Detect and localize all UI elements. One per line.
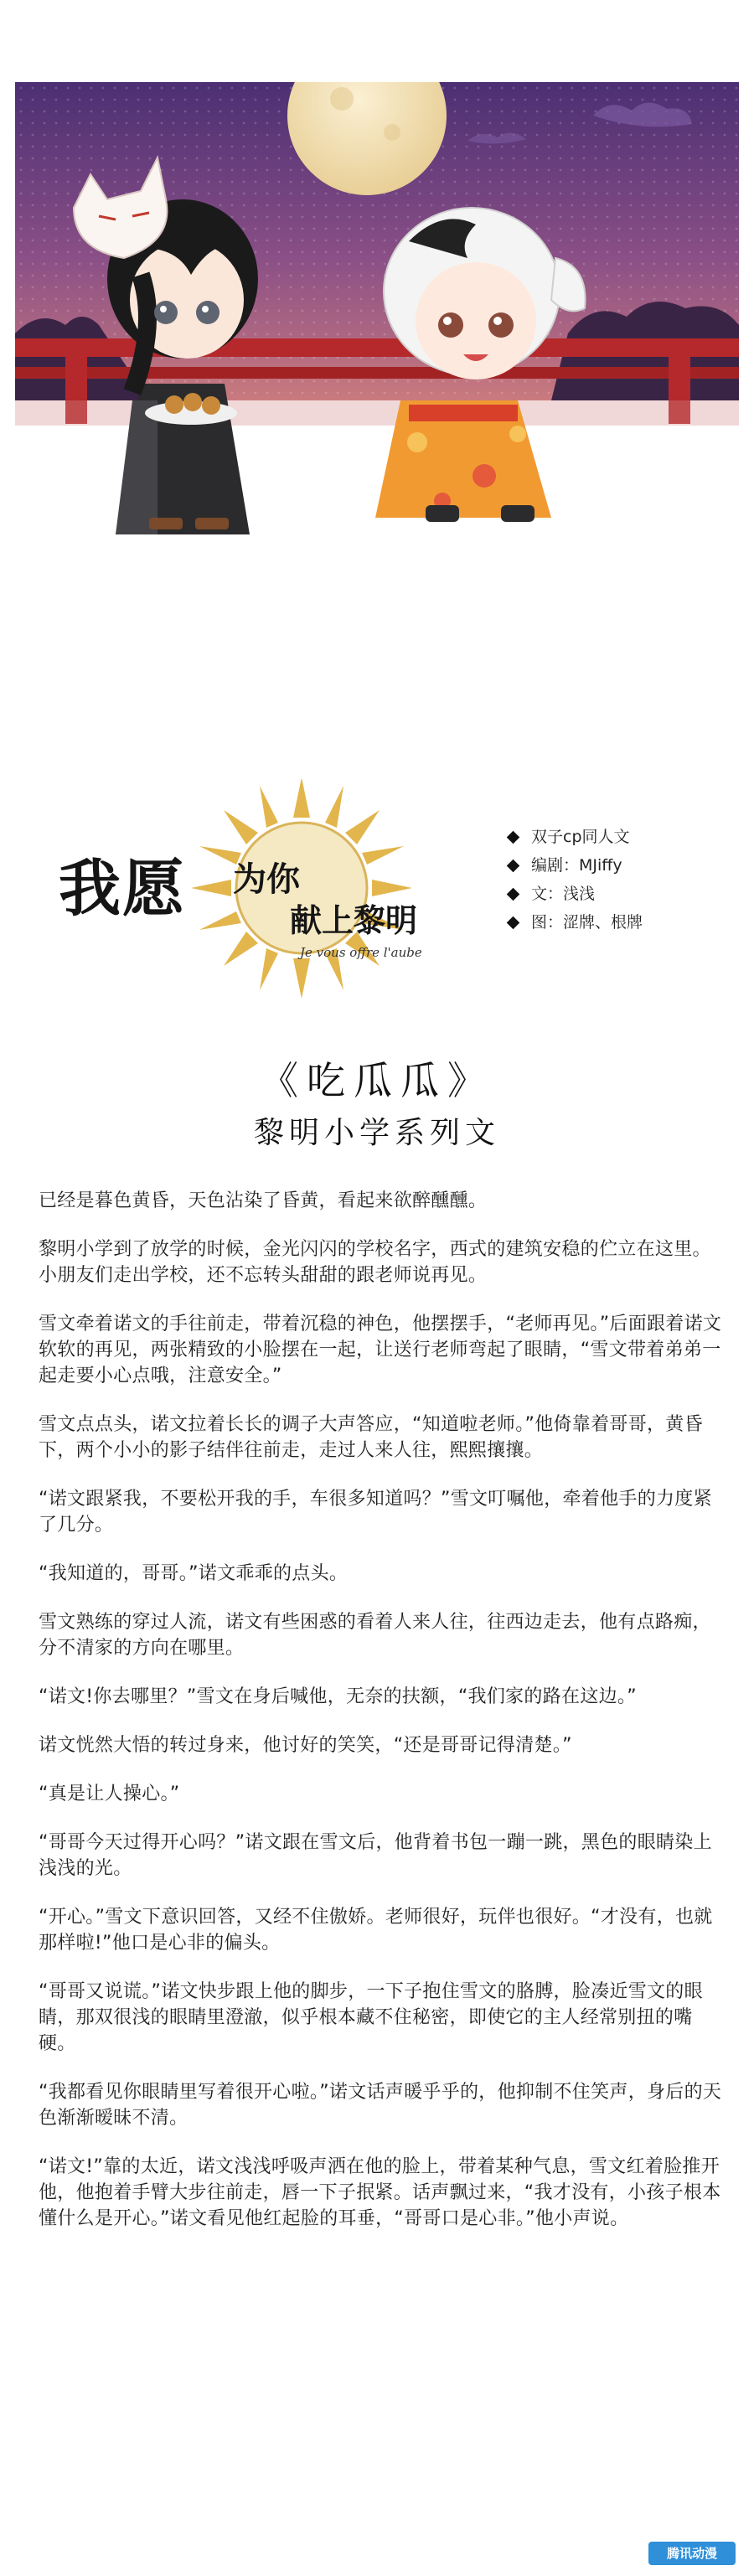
logo-sub-text: 为你 xyxy=(233,860,300,899)
chapter-title: 《吃瓜瓜》 xyxy=(260,1058,494,1103)
cover-illustration xyxy=(15,82,739,556)
story-paragraph: “诺文!”靠的太近，诺文浅浅呼吸声洒在他的脸上，带着某种气息，雪文红着脸推开他，他抱着手臂大步往前走，唇一下子抿紧。话声飘过来，“我才没有，小孩子根本懂什么是开心。”诺文看见他红起脸的耳垂，“哥哥口是心非。”他小声说。 xyxy=(39,2156,721,2229)
logo xyxy=(42,779,436,1014)
title-banner xyxy=(42,779,729,1014)
diamond-bullet-icon xyxy=(507,859,520,872)
credit-item: 编剧：MJiffy xyxy=(507,851,643,880)
chapter-heading xyxy=(0,1054,754,1156)
story-paragraph: 雪文点点头，诺文拉着长长的调子大声答应，“知道啦老师。”他倚靠着哥哥，黄昏下，两个小小的影子结伴往前走，走过人来人往，熙熙攘攘。 xyxy=(39,1414,703,1461)
story-paragraph: “诺文!你去哪里？”雪文在身后喊他，无奈的扶额，“我们家的路在这边。” xyxy=(39,1686,637,1707)
story-paragraph: “真是让人操心。” xyxy=(39,1784,180,1804)
story-paragraph: “开心。”雪文下意识回答，又经不住傲娇。老师很好，玩伴也很好。“才没有，也就那样啦!”他口是心非的偏头。 xyxy=(39,1907,713,1954)
story-paragraph: “哥哥今天过得开心吗？”诺文跟在雪文后，他背着书包一蹦一跳，黑色的眼睛染上浅浅的光。 xyxy=(39,1832,712,1879)
story-paragraph: “诺文跟紧我，不要松开我的手，车很多知道吗？”雪文叮嘱他，牵着他手的力度紧了几分。 xyxy=(39,1489,712,1536)
story-paragraph: 雪文熟练的穿过人流，诺文有些困惑的看着人来人往，往西边走去，他有点路痴，分不清家的方向在哪里。 xyxy=(39,1612,711,1659)
watermark-badge: 腾讯动漫 xyxy=(648,2542,736,2565)
diamond-bullet-icon xyxy=(507,830,520,844)
diamond-bullet-icon xyxy=(507,887,520,901)
credit-item: 双子cp同人文 xyxy=(507,823,643,851)
logo-tagline: Je vous offre l'aube xyxy=(300,945,422,960)
series-subtitle: 黎明小学系列文 xyxy=(253,1116,500,1150)
logo-main-text: 我愿 xyxy=(59,853,186,925)
credit-item: 图：涩牌、根牌 xyxy=(507,908,643,937)
story-paragraph: 已经是暮色黄昏，天色沾染了昏黄，看起来欲醉醺醺。 xyxy=(39,1190,488,1211)
diamond-bullet-icon xyxy=(507,916,520,929)
story-paragraph: “我知道的，哥哥。”诺文乖乖的点头。 xyxy=(39,1563,349,1584)
logo-sub-text-2: 献上黎明 xyxy=(290,901,418,939)
story-body xyxy=(39,1188,726,2254)
story-paragraph: 诺文恍然大悟的转过身来，他讨好的笑笑，“还是哥哥记得清楚。” xyxy=(39,1735,572,1756)
story-paragraph: 雪文牵着诺文的手往前走，带着沉稳的神色，他摆摆手，“老师再见。”后面跟着诺文软软的再见，两张精致的小脸摆在一起，让送行老师弯起了眼睛，“雪文带着弟弟一起走要小心点哦，注意安全。” xyxy=(39,1314,722,1386)
credits-list xyxy=(507,823,643,937)
story-paragraph: “哥哥又说谎。”诺文快步跟上他的脚步，一下子抱住雪文的胳膊，脸凑近雪文的眼睛，那双很浅的眼睛里澄澈，似乎根本藏不住秘密，即使它的主人经常别扭的嘴硬。 xyxy=(39,1981,703,2054)
story-paragraph: “我都看见你眼睛里写着很开心啦。”诺文话声暖乎乎的，他抑制不住笑声，身后的天色渐渐暧昧不清。 xyxy=(39,2082,722,2129)
credit-item: 文：浅浅 xyxy=(507,880,643,908)
story-paragraph: 黎明小学到了放学的时候，金光闪闪的学校名字，西式的建筑安稳的伫立在这里。小朋友们走出学校，还不忘转头甜甜的跟老师说再见。 xyxy=(39,1239,711,1286)
illustration-svg xyxy=(15,82,739,556)
